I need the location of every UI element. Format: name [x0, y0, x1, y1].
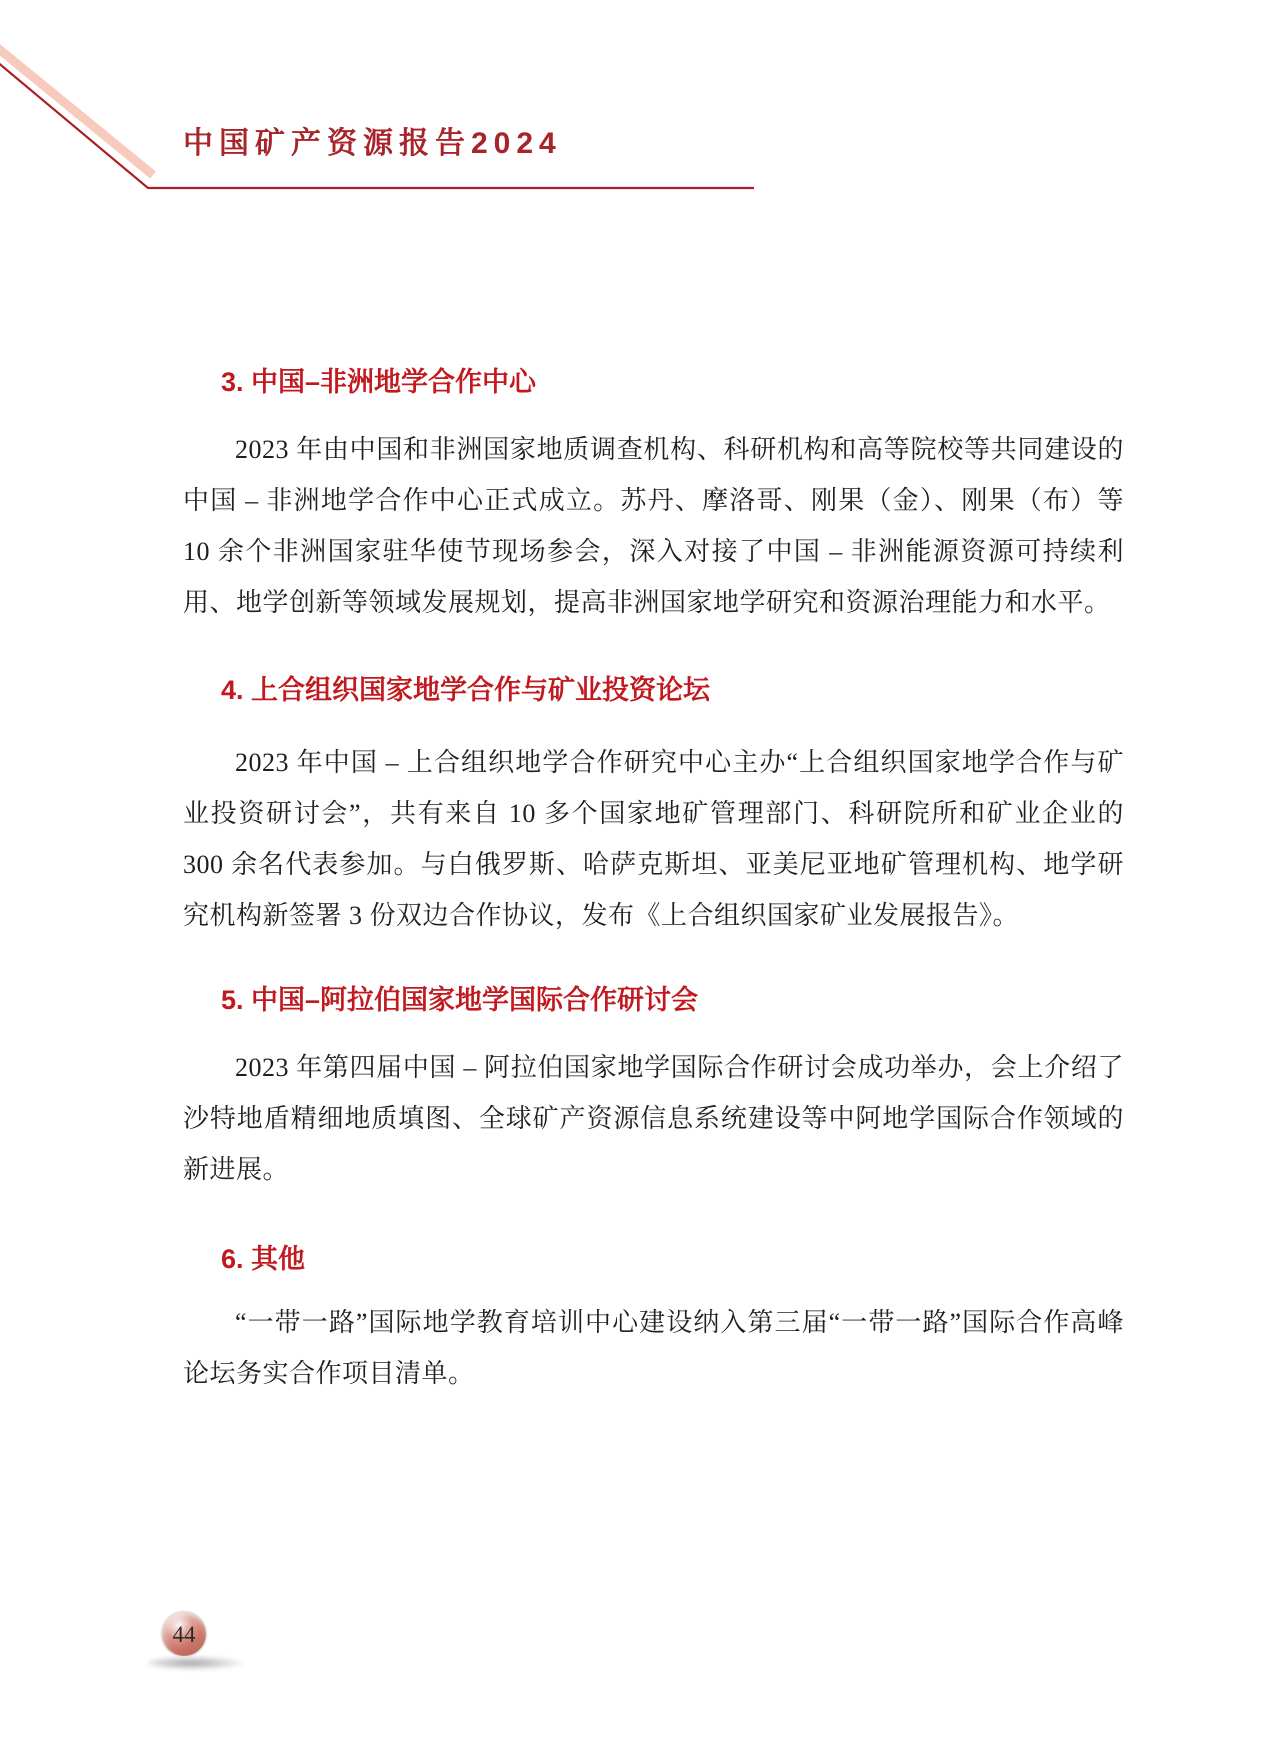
page-number-badge [162, 1612, 206, 1656]
report-header-title: 中国矿产资源报告2024 [183, 127, 562, 160]
page-badge-shadow [148, 1656, 244, 1670]
section-heading-others: 6. 其他 [221, 1244, 306, 1274]
section-heading-china-arab: 5. 中国–阿拉伯国家地学国际合作研讨会 [221, 985, 699, 1015]
page-content [183, 0, 1124, 1399]
section-paragraph-china-arab: 2023 年第四届中国 – 阿拉伯国家地学国际合作研讨会成功举办，会上介绍了沙特地盾精细地质填图、全球矿产资源信息系统建设等中阿地学国际合作领域的新进展。 [183, 1053, 1124, 1184]
page-number: 44 [172, 1621, 196, 1647]
section-heading-china-africa: 3. 中国–非洲地学合作中心 [221, 367, 537, 397]
section-paragraph-china-africa: 2023 年由中国和非洲国家地质调查机构、科研机构和高等院校等共同建设的中国 – 非洲地学合作中心正式成立。苏丹、摩洛哥、刚果（金）、刚果（布）等 10 余个非洲国家驻华使节现场参会，深入对接了中国 – 非洲能源资源可持续利用、地学创新等领域发展规划，提高非洲国家地学研究和资源治理能力和水平。 [183, 435, 1124, 617]
section-paragraph-sco-forum: 2023 年中国 – 上合组织地学合作研究中心主办“上合组织国家地学合作与矿业投资研讨会”，共有来自 10 多个国家地矿管理部门、科研院所和矿业企业的 300 余名代表参加。与白俄罗斯、哈萨克斯坦、亚美尼亚地矿管理机构、地学研究机构新签署 3 份双边合作协议，发布《上合组织国家矿业发展报告》。 [183, 748, 1124, 930]
section-paragraph-others: “一带一路”国际地学教育培训中心建设纳入第三届“一带一路”国际合作高峰论坛务实合作项目清单。 [183, 1308, 1124, 1388]
section-heading-sco-forum: 4. 上合组织国家地学合作与矿业投资论坛 [221, 675, 711, 705]
corner-pink-band [0, 45, 153, 175]
